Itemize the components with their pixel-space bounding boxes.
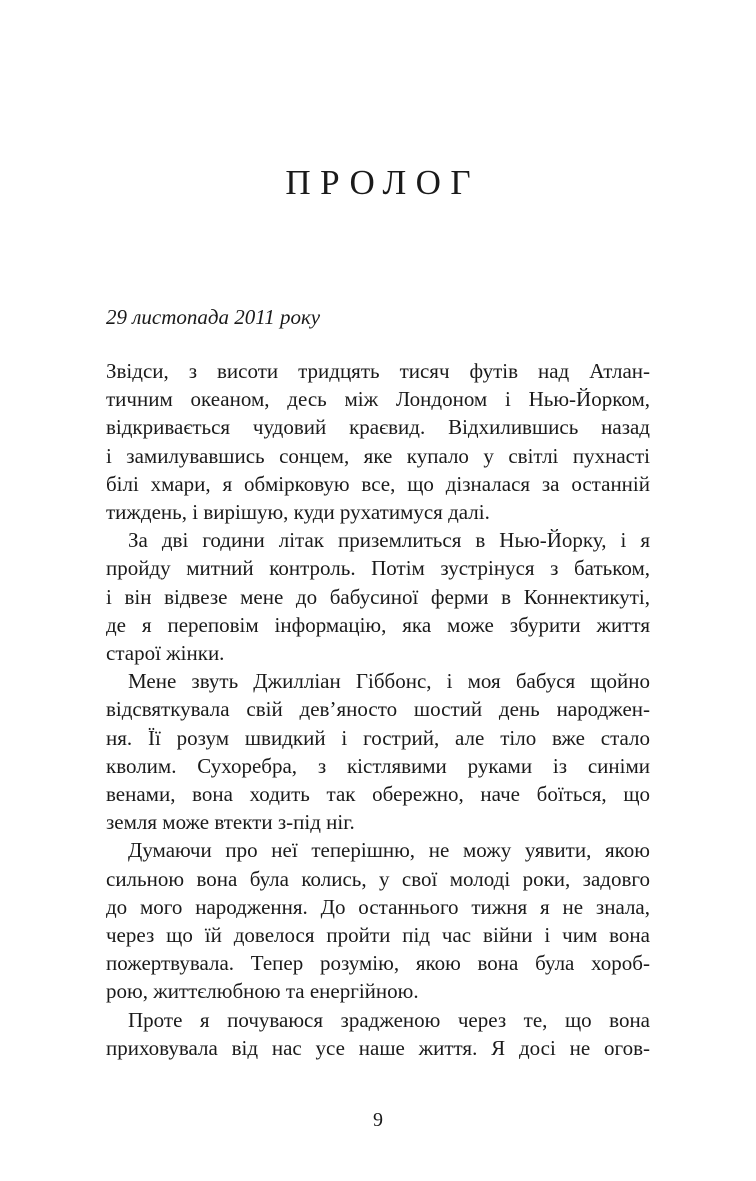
body-line: кволим. Сухоребра, з кістлявими руками із синіми [106,753,650,778]
body-line: сильною вона була колись, у свої молоді роки, задовго [106,866,650,891]
body-line: ня. Її розум швидкий і гострий, але тіло вже стало [106,725,650,750]
paragraph [106,1006,650,1062]
paragraph [106,667,650,836]
body-line: де я переповім інформацію, яка може збурити життя [106,612,650,637]
body-line: і він відвезе мене до бабусиної ферми в Коннектикуті, [106,584,650,609]
body-text [106,357,650,1062]
body-line: Проте я почуваюся зрадженою через те, що вона [128,1007,650,1032]
body-line: і замилувавшись сонцем, яке купало у світлі пухнасті [106,443,650,468]
chapter-title: ПРОЛОГ [285,163,481,203]
date-line: 29 листопада 2011 року [106,305,321,329]
body-line: пройду митний контроль. Потім зустрінуся з батьком, [106,556,650,581]
body-line: приховувала від нас усе наше життя. Я досі не огов- [106,1035,650,1060]
body-line: білі хмари, я обмірковую все, що дізналася за останній [106,471,650,496]
body-line: тичним океаном, десь між Лондоном і Нью-Йорком, [106,387,650,412]
body-line: через що їй довелося пройти під час війни і чим вона [106,923,650,948]
body-line: венами, вона ходить так обережно, наче боїться, що [106,782,650,807]
page-number: 9 [373,1109,383,1131]
body-line: Звідси, з висоти тридцять тисяч футів над Атлан- [106,359,650,383]
body-line: відсвяткувала свій дев’яносто шостий день народжен- [106,697,650,722]
body-line: тиждень, і вирішую, куди рухатимуся далі. [106,500,490,525]
body-line: відкривається чудовий краєвид. Відхилившись назад [106,415,650,440]
body-line: пожертвувала. Тепер розумію, якою вона була хороб- [106,951,650,976]
body-line: рою, життєлюбною та енергійною. [106,979,419,1004]
paragraph [106,526,650,667]
body-line: земля може втекти з-під ніг. [106,810,355,835]
body-line: Думаючи про неї теперішню, не можу уявити, якою [128,838,650,863]
body-line: старої жінки. [106,641,225,666]
body-line: до мого народження. До останнього тижня я не знала, [106,894,650,919]
body-line: За дві години літак приземлиться в Нью-Йорку, і я [128,528,650,553]
paragraph [106,357,650,526]
body-line: Мене звуть Джилліан Гіббонс, і моя бабуся щойно [128,669,650,694]
paragraph [106,836,650,1005]
